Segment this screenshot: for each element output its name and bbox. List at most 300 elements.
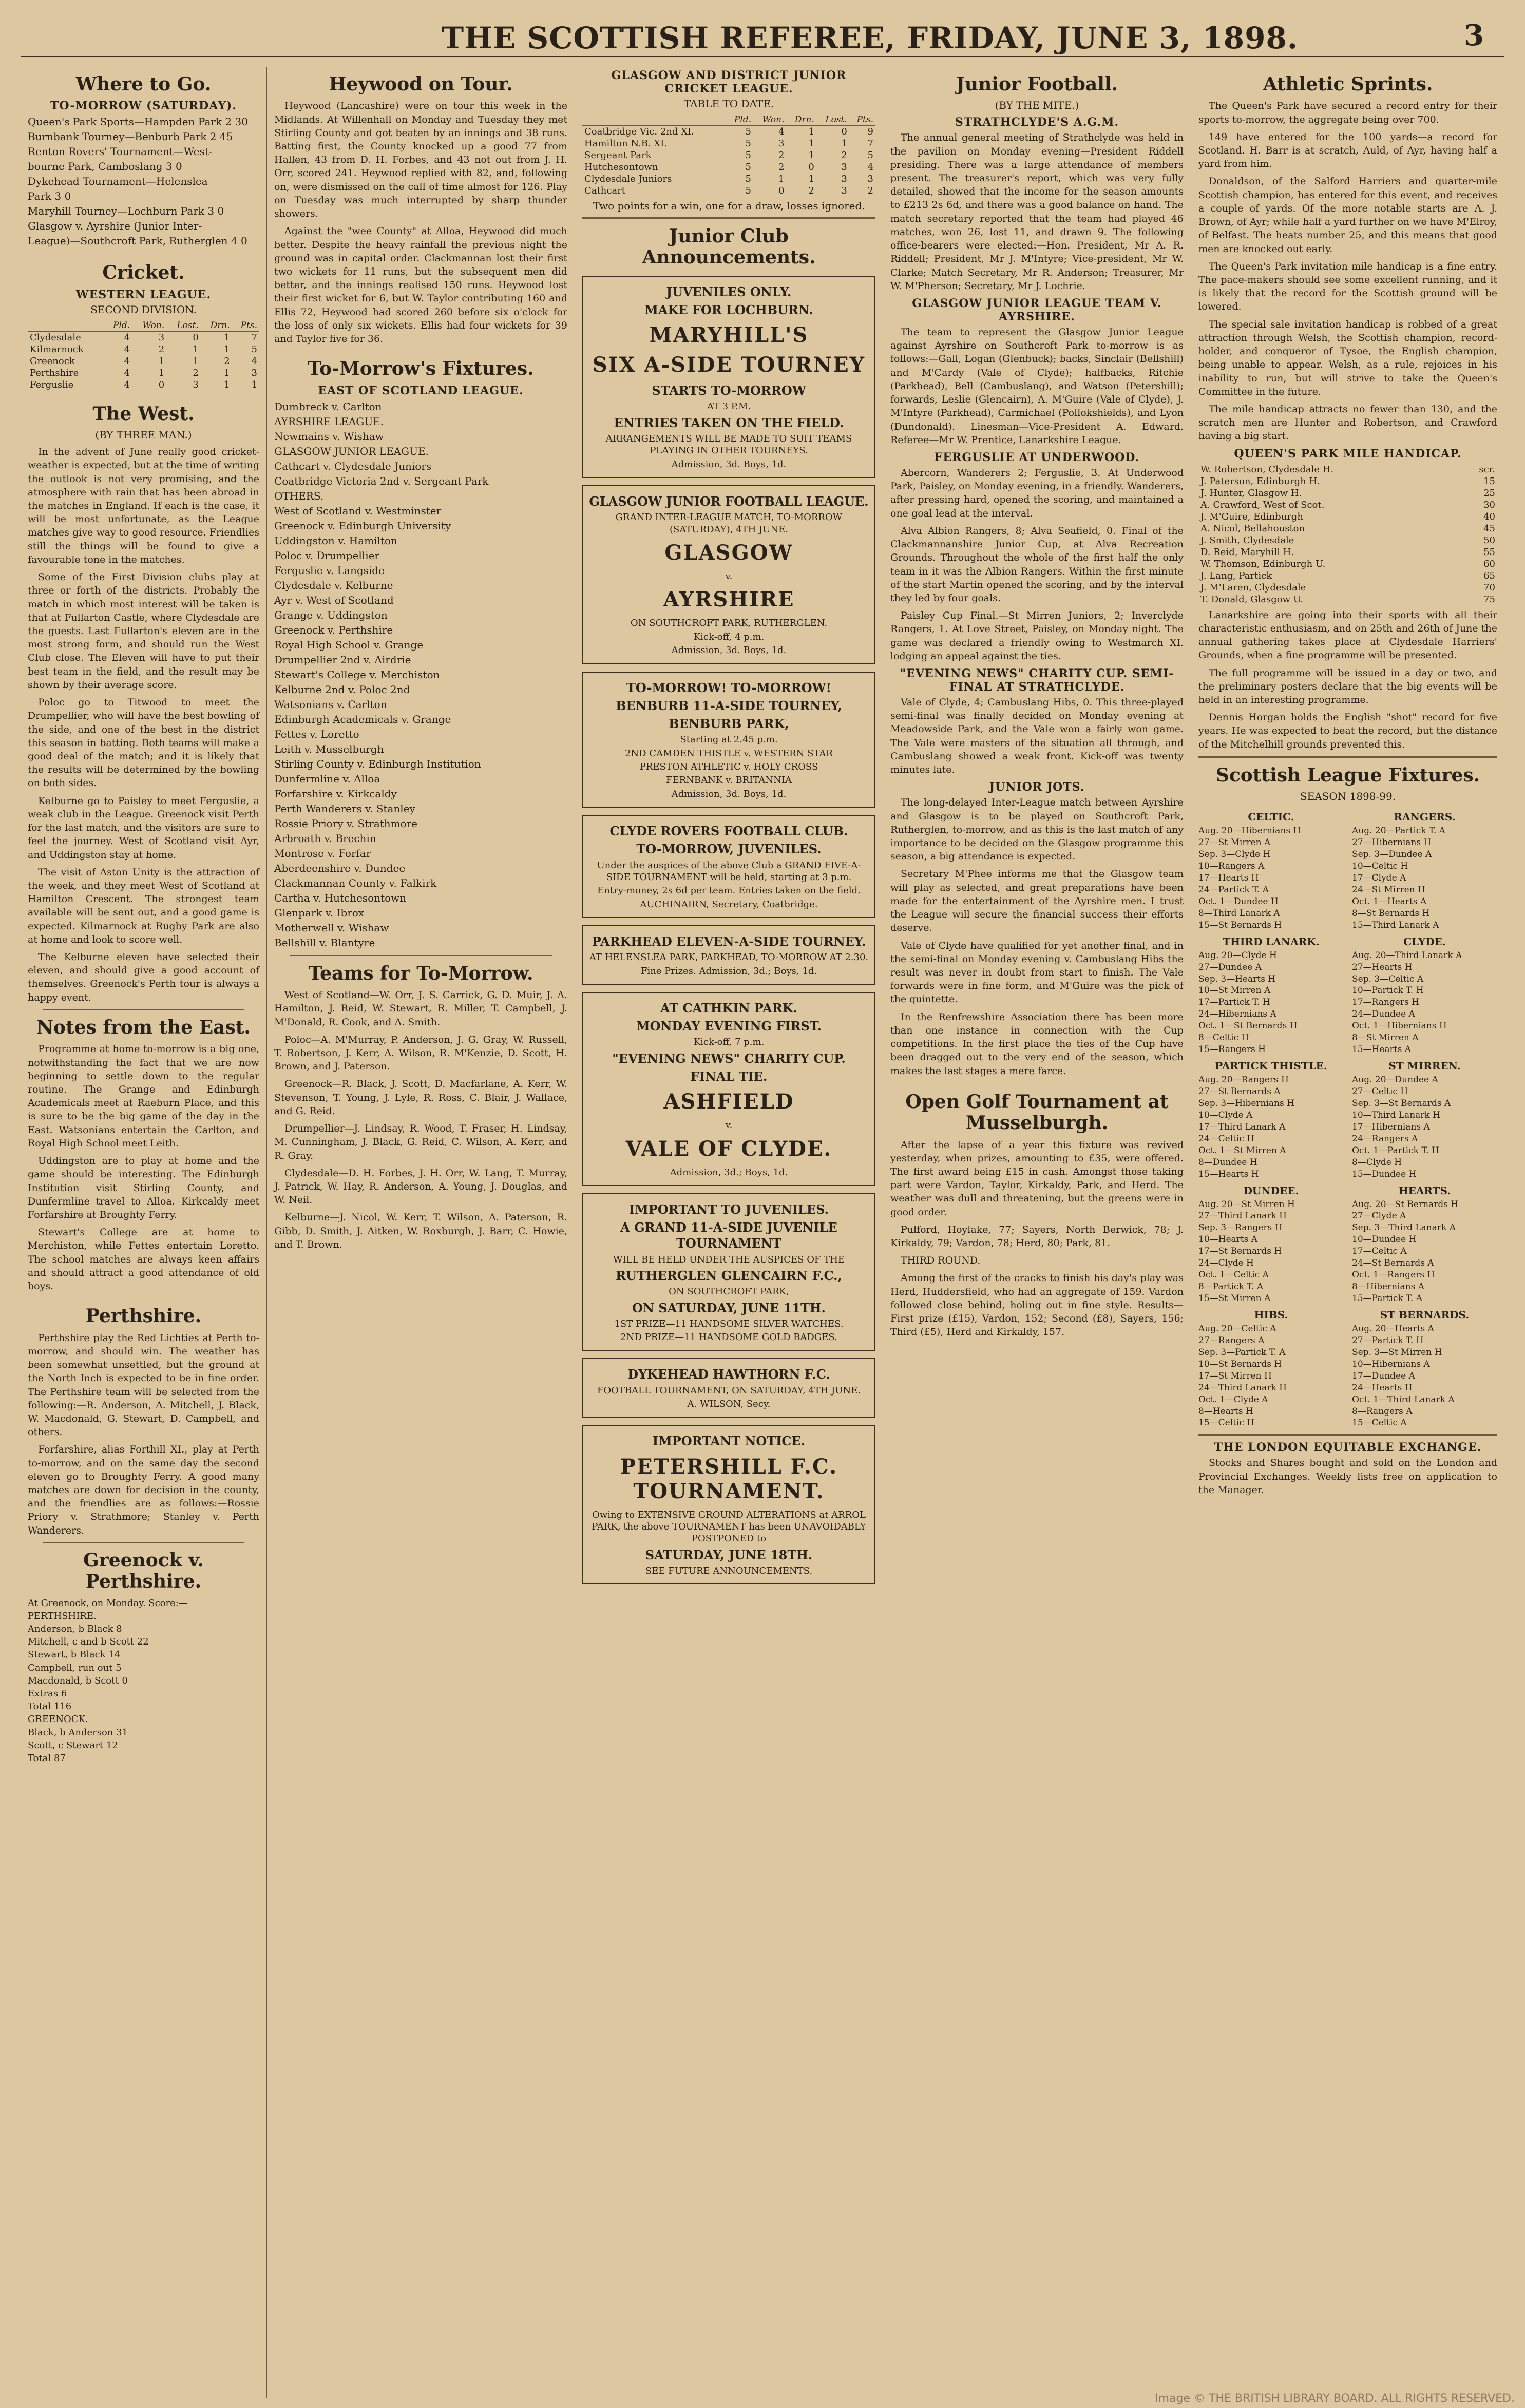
fixture-item: Oct. 1—Third Lanark A — [1352, 1394, 1455, 1405]
ad-text: Kick-off, 7 p.m. — [693, 1037, 765, 1048]
paragraph: Kelburne go to Paisley to meet Ferguslie, a weak club in the League. Greenock visit Perth for the last match, and the visitors are sure to feel the journey. West of Scotland visit Ayr, and Uddingston stay at home. — [28, 795, 259, 861]
fixture-listing: West of Scotland v. Westminster — [274, 504, 442, 517]
ad-text: ENTRIES TAKEN ON THE FIELD. — [614, 415, 844, 430]
event-listing: League)—Southcroft Park, Rutherglen 4 0 — [28, 235, 247, 247]
table-cell: Kilmarnock — [30, 343, 84, 355]
junior-cricket-table-subheading: TABLE TO DATE. — [683, 98, 774, 110]
paragraph: Clydesdale—D. H. Forbes, J. H. Orr, W. Lang, T. Murray, J. Patrick, W. Hay, R. Anderson, A. Young, J. Douglas, and W. Neil. — [274, 1167, 567, 1206]
fixture-item: Oct. 1—Clyde A — [1198, 1394, 1268, 1405]
table-cell: 5 — [745, 185, 751, 196]
table-cell: 4 — [124, 332, 130, 343]
fixture-item: 8—Hibernians A — [1352, 1282, 1425, 1292]
table-cell: 2 — [867, 185, 873, 196]
teams-heading: Teams for To-Morrow. — [308, 962, 533, 984]
perthshire-article — [28, 1331, 259, 1537]
table-header-cell: Drn. — [201, 320, 232, 332]
table-cell: Perthshire — [30, 367, 79, 378]
advert-parkhead — [582, 925, 875, 985]
column-5 — [1191, 67, 1504, 2398]
fixture-listing: OTHERS. — [274, 489, 324, 502]
fixture-item: Aug. 20—Hibernians H — [1198, 826, 1301, 836]
table-cell: D. Reid, Maryhill H. — [1200, 546, 1294, 558]
table-row — [1198, 499, 1497, 511]
table-cell: 1 — [808, 126, 814, 137]
table-cell: 0 — [778, 185, 785, 196]
fixture-item: 24—St Bernards A — [1352, 1258, 1434, 1269]
table-header-cell: Pts. — [849, 114, 875, 126]
fixture-item: 10—Third Lanark H — [1352, 1110, 1440, 1120]
ad-text: 1ST PRIZE—11 HANDSOME SILVER WATCHES. — [614, 1318, 844, 1329]
table-row — [1198, 475, 1497, 487]
ad-headline: MARYHILL'S — [649, 323, 809, 348]
fixture-item: 17—Hearts H — [1198, 872, 1259, 883]
fixture-listing: Grange v. Uddingston — [274, 608, 388, 621]
image-credit: Image © THE BRITISH LIBRARY BOARD. ALL RIGHTS RESERVED. — [1155, 2392, 1515, 2405]
ad-text: Owing to EXTENSIVE GROUND ALTERATIONS at ARROL PARK, the above TOURNAMENT has been UNAVOIDABLY POSTPONED to — [592, 1509, 866, 1544]
paragraph: Greenock—R. Black, J. Scott, D. Macfarlane, A. Kerr, W. Stevenson, T. Young, J. Lyle, R. Ross, C. Blair, J. Wallace, and G. Reid. — [274, 1078, 567, 1117]
fixture-listing: Greenock v. Perthshire — [274, 623, 393, 636]
club-fixtures — [1198, 807, 1344, 931]
paragraph: Secretary M'Phee informs me that the Glasgow team will play as selected, and great preparations have been made for the entertainment of the Ayrshire men. I trust the League will secure the financial success their efforts deserve. — [890, 868, 1184, 934]
ad-text: ARRANGEMENTS WILL BE MADE TO SUIT TEAMS PLAYING IN OTHER TOURNEYS. — [605, 433, 852, 456]
club-fixtures — [1352, 931, 1497, 1056]
table-cell: 2 — [158, 343, 165, 355]
advert-cathkin — [582, 992, 875, 1186]
ad-headline: ASHFIELD — [663, 1090, 794, 1114]
ad-headline: SIX A-SIDE TOURNEY — [592, 353, 866, 377]
table-cell: Hamilton N.B. XI. — [584, 138, 668, 149]
score-line: PERTHSHIRE. — [28, 1610, 97, 1621]
ad-text: Under the auspices of the above Club a GRAND FIVE-A-SIDE TOURNAMENT will be held, starting at 3 p.m. — [597, 859, 861, 883]
where-to-go-list — [28, 114, 259, 249]
fixture-item: 17—St Mirren H — [1198, 1370, 1272, 1381]
paragraph: West of Scotland—W. Orr, J. S. Carrick, G. D. Muir, J. A. Hamilton, J. Reid, W. Stewart, R. Miller, T. Campbell, J. M'Donald, R. Cook, and A. Smith. — [274, 989, 567, 1028]
fixture-item: 24—Celtic H — [1198, 1133, 1255, 1144]
table-cell: 1 — [224, 379, 230, 390]
paragraph: Pulford, Hoylake, 77; Sayers, North Berwick, 78; J. Kirkaldy, 79; Vardon, 78; Herd, 80; Park, 81. — [890, 1224, 1184, 1249]
table-cell: Greenock — [30, 355, 75, 367]
open-golf-article — [890, 1138, 1184, 1339]
handicap-table — [1198, 464, 1497, 605]
athletic-sprints-article — [1198, 99, 1497, 443]
fixture-item: 17—Third Lanark A — [1198, 1121, 1286, 1132]
fixture-listing: Poloc v. Drumpellier — [274, 549, 379, 562]
ad-text: BENBURB 11-A-SIDE TOURNEY, — [616, 698, 842, 713]
junior-football-heading: Junior Football. — [956, 73, 1118, 95]
table-cell: 3 — [193, 379, 199, 390]
fixture-item: Aug. 20—Hearts A — [1352, 1323, 1434, 1334]
table-cell: 50 — [1483, 534, 1495, 546]
fixture-listing: Cathcart v. Clydesdale Juniors — [274, 460, 432, 472]
table-cell: 2 — [778, 150, 785, 161]
score-line: At Greenock, on Monday. Score:— — [28, 1597, 188, 1609]
club-name: ST BERNARDS. — [1380, 1308, 1470, 1321]
fixture-item: 24—Third Lanark H — [1198, 1382, 1287, 1393]
table-cell: J. M'Guire, Edinburgh — [1200, 511, 1303, 522]
column-4 — [883, 67, 1191, 2398]
fixture-listing: Forfarshire v. Kirkcaldy — [274, 787, 397, 800]
table-cell: 3 — [158, 332, 165, 343]
fixture-item: 27—Third Lanark H — [1198, 1211, 1287, 1221]
table-cell: 4 — [251, 355, 257, 367]
event-listing: Park 3 0 — [28, 190, 71, 203]
ad-text: SATURDAY, JUNE 18TH. — [645, 1547, 813, 1562]
paragraph: Dennis Horgan holds the English "shot" record for five years. He was expected to beat the record, but the distance of the Mitchelhill grounds prevented this. — [1198, 712, 1497, 750]
table-cell: J. Hunter, Glasgow H. — [1200, 487, 1302, 499]
fixture-item: 8—Third Lanark A — [1198, 908, 1280, 919]
fixture-item: Aug. 20—Third Lanark A — [1352, 950, 1462, 961]
teams-article — [274, 988, 567, 1251]
score-line: Campbell, run out 5 — [28, 1662, 122, 1673]
masthead — [21, 10, 1504, 58]
fixture-item: 8—Hearts H — [1198, 1406, 1253, 1417]
score-line: GREENOCK. — [28, 1714, 88, 1725]
ad-text: Entry-money, 2s 6d per team. Entries taken on the field. — [597, 885, 861, 896]
paragraph: Vale of Clyde have qualified for yet another final, and in the semi-final on Monday evening v. Cambuslang Hibs the result was never in doubt from start to finish. The Vale forwards were in fine form, and M'Guire was the pick of the quintette. — [890, 940, 1184, 1005]
table-cell: 25 — [1483, 487, 1495, 499]
fixture-item: 15—Rangers H — [1198, 1044, 1266, 1055]
club-fixtures — [1352, 1056, 1497, 1180]
table-cell: 5 — [745, 162, 751, 173]
table-row — [582, 126, 875, 138]
newspaper-page — [21, 10, 1504, 2398]
table-row — [582, 161, 875, 173]
handicap-heading: QUEEN'S PARK MILE HANDICAP. — [1234, 447, 1462, 461]
table-cell: J. Lang, Partick — [1200, 570, 1272, 581]
table-cell: Ferguslie — [30, 379, 74, 390]
paragraph: Uddingston are to play at home and the game should be interesting. The Edinburgh Institution visit Stirling County, and Dunfermline travel to Alloa. Kirkcaldy meet Forfarshire at Broughty Ferry. — [28, 1155, 259, 1220]
fixture-item: 27—Hibernians H — [1352, 837, 1432, 848]
fixture-item: Aug. 20—Rangers H — [1198, 1075, 1289, 1085]
ad-text: WILL BE HELD UNDER THE AUSPICES OF THE — [613, 1254, 845, 1265]
table-cell: 5 — [745, 126, 751, 137]
fixture-item: 8—St Mirren A — [1352, 1033, 1419, 1043]
fixture-listing: GLASGOW JUNIOR LEAGUE. — [274, 445, 429, 457]
table-cell: 5 — [745, 138, 751, 149]
fixture-item: 17—Hibernians A — [1352, 1121, 1430, 1132]
advert-clyde-rovers — [582, 815, 875, 918]
fixture-item: Oct. 1—Hibernians H — [1352, 1021, 1447, 1031]
ad-text: 2ND CAMDEN THISTLE v. WESTERN STAR — [624, 748, 833, 759]
table-cell: J. Smith, Clydesdale — [1200, 534, 1294, 546]
fixture-listing: Drumpellier 2nd v. Airdrie — [274, 653, 411, 666]
paragraph: Against the "wee County" at Alloa, Heywood did much better. Despite the heavy rainfall the previous night the ground was in capital order. Clackmannan lost their first two wickets for 11 runs, but the subsequent men did better, and the innings realised 150 runs. Heywood lost their first wicket for 6, but W. Taylor contributing 160 and Ellis 72, Heywood had scored 260 before six o'clock for the loss of only six wickets. Ellis had four wickets for 39 and Taylor five for 36. — [274, 225, 567, 345]
fixture-listing: Royal High School v. Grange — [274, 638, 424, 651]
where-to-go-heading: Where to Go. — [75, 73, 212, 95]
club-name: CLYDE. — [1403, 935, 1446, 948]
fixture-item: 10—St Bernards H — [1198, 1359, 1282, 1369]
paragraph: The mile handicap attracts no fewer than 130, and the scratch men are Hunter and Robertson, and Crawford having a big start. — [1198, 403, 1497, 442]
fixture-listing: Dunfermline v. Alloa — [274, 772, 380, 785]
table-row — [28, 367, 259, 379]
fixture-item: Aug. 20—St Mirren H — [1198, 1199, 1295, 1210]
table-row — [1198, 570, 1497, 582]
ad-text: Starting at 2.45 p.m. — [680, 734, 778, 746]
table-header-cell: Pld. — [104, 320, 132, 332]
fixture-item: 17—St Bernards H — [1198, 1246, 1282, 1257]
table-header-cell: Lost. — [166, 320, 201, 332]
ad-text: AUCHINAIRN, Secretary, Coatbridge. — [640, 899, 818, 910]
paragraph: Among the first of the cracks to finish his day's play was Herd, Huddersfield, who had an aggregate of 159. Vardon followed close behind, holing out in fine style. Results—First prize (£15), Vardon, 152; Second (£8), Sayers, 156; Third (£5), Herd and Kirkaldy, 157. — [890, 1272, 1184, 1338]
fixture-listing: Ferguslie v. Langside — [274, 564, 385, 577]
table-cell: 5 — [867, 150, 873, 161]
table-cell: A. Crawford, West of Scot. — [1200, 499, 1325, 510]
article-body — [890, 466, 1184, 663]
ad-text: GLASGOW JUNIOR FOOTBALL LEAGUE. — [589, 494, 869, 509]
fixture-item: 8—Dundee H — [1198, 1157, 1257, 1168]
fixture-listing: Fettes v. Loretto — [274, 728, 359, 740]
fixture-listing: Cartha v. Hutchesontown — [274, 891, 407, 904]
exchange-ad-text: Stocks and Shares bought and sold on the London and Provincial Exchanges. Weekly lists free on application to the Manager. — [1198, 1457, 1497, 1496]
table-cell: 1 — [193, 355, 199, 367]
event-listing: Queen's Park Sports—Hampden Park 2 30 — [28, 116, 248, 128]
fixture-item: 8—Celtic H — [1198, 1033, 1249, 1043]
fixture-item: 15—Partick T. A — [1352, 1293, 1422, 1304]
paragraph: Lanarkshire are going into their sports with all their characteristic enthusiasm, and on 25th and 26th of June the annual gathering takes place at Clydesdale Harriers' Grounds, when a fine programme will be presented. — [1198, 609, 1497, 661]
club-fixtures — [1352, 1180, 1497, 1305]
fixture-item: Sep. 3—Dundee A — [1352, 849, 1432, 860]
paragraph: Paisley Cup Final.—St Mirren Juniors, 2; Inverclyde Rangers, 1. At Love Street, Paisley, on Monday night. The game was declared a friendly owing to Westmarch XI. lodging an appeal against the ties. — [890, 610, 1184, 662]
column-2 — [267, 67, 575, 2398]
ad-text: MONDAY EVENING FIRST. — [636, 1019, 822, 1034]
score-line: Stewart, b Black 14 — [28, 1649, 121, 1660]
divider — [43, 1009, 244, 1010]
table-header-cell — [28, 320, 104, 332]
paragraph: Donaldson, of the Salford Harriers and quarter-mile Scottish champion, has entered for this event, and receives a couple of yards. Of the more notable starts are A. J. Brown, of Ayr; while half a yard further on we have M'Elroy, of Belfast. The heats number 25, and this means that good men are knocked out early. — [1198, 176, 1497, 255]
fixture-item: 15—Hearts A — [1352, 1044, 1412, 1055]
paragraph: The visit of Aston Unity is the attraction of the week, and they meet West of Scotland at Hamilton Crescent. The strongest team available will be sent out, and a good game is expected. Kilmarnock at Rugby Park are also at home and look to score well. — [28, 866, 259, 945]
notes-east-heading: Notes from the East. — [36, 1016, 251, 1038]
fixture-listing: Stirling County v. Edinburgh Institution — [274, 757, 481, 770]
ad-text: STARTS TO-MORROW — [652, 383, 806, 398]
fixture-item: 17—Partick T. H — [1198, 997, 1270, 1008]
table-row — [1198, 464, 1497, 475]
table-header-cell: Won. — [753, 114, 786, 126]
table-header-cell: Drn. — [786, 114, 816, 126]
paragraph: In the advent of June really good cricket-weather is expected, but at the time of writing the outlook is not very promising, and the atmosphere with rain that has been abroad in the matches in England. If each is the case, it will be most unfortunate, as the League matches give way to good resource. Friendlies still the things will be found to give a favourable tone in the matches. — [28, 446, 259, 565]
fixture-listing: Coatbridge Victoria 2nd v. Sergeant Park — [274, 474, 489, 487]
table-cell: 0 — [193, 332, 199, 343]
club-name: DUNDEE. — [1243, 1184, 1299, 1197]
fixture-listing: Edinburgh Academicals v. Grange — [274, 713, 451, 725]
club-name: CELTIC. — [1248, 811, 1294, 824]
paragraph: The full programme will be issued in a day or two, and the preliminary posters declare that the big events will be held in an interesting programme. — [1198, 667, 1497, 705]
table-cell: Hutchesontown — [584, 162, 658, 173]
ad-text: Fine Prizes. Admission, 3d.; Boys, 1d. — [640, 965, 817, 977]
table-cell: 1 — [808, 150, 814, 161]
table-header-cell: Pts. — [232, 320, 259, 332]
paragraph: The annual general meeting of Strathclyde was held in the pavilion on Monday evening—President Riddell presiding. There was a large attendance of members present. The treasurer's report, which was very fully detailed, showed that the income for the season amounts to £213 2s 6d, and there was a good balance on hand. The match secretary reported that the team had played 46 matches, won 26, lost 11, and drawn 9. The following office-bearers were elected:—Hon. President, Mr A. R. Riddell; President, Mr J. M'Intyre; Vice-president, Mr W. Clarke; Match Secretary, Mr R. Anderson; Treasurer, Mr W. M'Pherson; Secretary, Mr J. Lochrie. — [890, 132, 1184, 292]
table-cell: 4 — [124, 355, 130, 367]
fixture-item: Sep. 3—St Bernards A — [1352, 1098, 1451, 1109]
scorecard — [28, 1597, 259, 1765]
table-header-cell: Lost. — [816, 114, 849, 126]
ad-text: A. WILSON, Secy. — [687, 1399, 771, 1410]
table-cell: 0 — [808, 162, 814, 173]
ad-text: IMPORTANT TO JUVENILES. — [628, 1201, 829, 1217]
table-cell: Clydesdale — [30, 332, 81, 343]
junior-announcements-heading: Junior Club Announcements. — [642, 225, 816, 269]
fixture-item: 15—St Mirren A — [1198, 1293, 1271, 1304]
fixture-listing: Greenock v. Edinburgh University — [274, 519, 451, 532]
ad-text: AT HELENSLEA PARK, PARKHEAD, TO-MORROW AT 2.30. — [589, 952, 869, 963]
fixture-item: 24—Clyde H — [1198, 1258, 1254, 1269]
fixture-item: Sep. 3—Celtic A — [1352, 973, 1424, 984]
fixture-item: 27—Hearts H — [1352, 962, 1413, 972]
fixture-item: 15—Dundee H — [1352, 1169, 1417, 1179]
event-listing: bourne Park, Camboslang 3 0 — [28, 160, 182, 173]
table-cell: 7 — [251, 332, 257, 343]
cricket-league-heading: WESTERN LEAGUE. — [75, 288, 212, 301]
greenock-perthshire-heading: Greenock v. Perthshire. — [83, 1549, 204, 1593]
fixture-item: Oct. 1—Dundee H — [1198, 896, 1279, 907]
ad-text: FINAL TIE. — [690, 1069, 768, 1084]
fixture-item: 10—Hibernians A — [1352, 1359, 1430, 1369]
the-west-article — [28, 445, 259, 1004]
divider — [28, 254, 259, 255]
fixture-listing: Perth Wanderers v. Stanley — [274, 802, 415, 815]
ad-text: A GRAND 11-A-SIDE JUVENILE TOURNAMENT — [620, 1220, 837, 1251]
table-cell: 1 — [251, 379, 257, 390]
points-note: Two points for a win, one for a draw, losses ignored. — [593, 200, 865, 212]
table-cell: 60 — [1483, 558, 1495, 569]
table-row — [28, 343, 259, 355]
table-cell: 4 — [867, 162, 873, 173]
article-subheading: FERGUSLIE AT UNDERWOOD. — [934, 450, 1140, 464]
article-subheading: GLASGOW JUNIOR LEAGUE TEAM V. AYRSHIRE. — [912, 297, 1162, 324]
ad-text: Kick-off, 4 p.m. — [693, 631, 765, 642]
club-fixtures — [1198, 1305, 1344, 1429]
fixture-item: Sep. 3—Third Lanark A — [1352, 1222, 1456, 1233]
club-name: PARTICK THISTLE. — [1215, 1060, 1327, 1073]
ad-text: Admission, 3d. Boys, 1d. — [671, 645, 787, 656]
paragraph: The team to represent the Glasgow Junior League against Ayrshire on Southcroft Park to-morrow is as follows:—Gall, Logan (Glenbuck); backs, Sinclair (Bellshill) and M'Cardy (Vale of Clyde); halfbacks, Ritchie (Parkhead), Bell (Cambuslang), and Watson (Petershill); forwards, Leslie (Glencairn), A. M'Guire (Vale of Clyde), J. M'Intyre (Parkhead), Carmichael (Pollokshields), and Lyon (Dundonald). Linesman—Vice-President A. Edward. Referee—Mr W. Prentice, Lanarkshire League. — [890, 327, 1184, 446]
table-cell: 3 — [841, 185, 847, 196]
table-row — [28, 379, 259, 391]
fixture-item: 15—Celtic H — [1198, 1418, 1255, 1428]
table-cell: 9 — [867, 126, 873, 137]
fixture-item: Oct. 1—Rangers H — [1352, 1270, 1435, 1281]
fixture-item: 15—Hearts H — [1198, 1169, 1259, 1179]
table-cell: 1 — [158, 367, 165, 378]
ad-text: BENBURB PARK, — [669, 716, 789, 731]
score-line: Total 116 — [28, 1701, 72, 1712]
paragraph: The Kelburne eleven have selected their eleven, and should give a good account of themselves. Greenock's Perth tour is always a happy event. — [28, 951, 259, 1003]
ad-text: 2ND PRIZE—11 HANDSOME GOLD BADGES. — [620, 1332, 837, 1343]
club-name: THIRD LANARK. — [1223, 935, 1320, 948]
table-cell: Clydesdale Juniors — [584, 174, 672, 184]
athletic-sprints-heading: Athletic Sprints. — [1263, 73, 1433, 95]
fixture-item: 10—Celtic H — [1352, 861, 1408, 872]
table-row — [582, 173, 875, 185]
divider — [290, 955, 552, 956]
paragraph: Abercorn, Wanderers 2; Ferguslie, 3. At Underwood Park, Paisley, on Monday evening, in a friendly. Wanderers, after pressing hard, opened the scoring, and maintained a one goal lead at the interval. — [890, 467, 1184, 519]
ad-text: ON SATURDAY, JUNE 11TH. — [632, 1300, 826, 1315]
club-fixtures — [1352, 807, 1497, 931]
paragraph: The long-delayed Inter-League match between Ayrshire and Glasgow is to be played on Southcroft Park, Rutherglen, to-morrow, and as this is the last match of any importance to be decided on the Glasgow programme this season, a big attendance is expected. — [890, 797, 1184, 863]
ad-text: SEE FUTURE ANNOUNCEMENTS. — [645, 1565, 813, 1576]
club-fixtures — [1198, 1180, 1344, 1305]
table-row — [1198, 582, 1497, 594]
event-listing: Renton Rovers' Tournament—West- — [28, 145, 213, 158]
fixture-item: Oct. 1—Partick T. H — [1352, 1145, 1439, 1156]
fixture-item: 17—Rangers H — [1352, 997, 1419, 1008]
table-cell: 15 — [1483, 475, 1495, 487]
fixture-item: 24—Rangers A — [1352, 1133, 1418, 1144]
paragraph: The Queen's Park have secured a record entry for their sports to-morrow, the aggregate being over 700. — [1198, 100, 1497, 125]
ad-text: ON SOUTHCROFT PARK, — [669, 1286, 789, 1297]
article-subheading: "EVENING NEWS" CHARITY CUP. SEMI-FINAL AT STRATHCLYDE. — [900, 667, 1174, 694]
paragraph: Drumpellier—J. Lindsay, R. Wood, T. Fraser, H. Lindsay, M. Cunningham, J. Black, G. Reid, C. Wilson, A. Kerr, and R. Gray. — [274, 1123, 567, 1161]
fixture-item: 24—Hibernians A — [1198, 1009, 1276, 1020]
fixture-item: Aug. 20—St Bernards H — [1352, 1199, 1459, 1210]
table-row — [28, 331, 259, 343]
article-body — [890, 326, 1184, 447]
fixture-listing: Kelburne 2nd v. Poloc 2nd — [274, 683, 410, 696]
paragraph: Some of the First Division clubs play at three or forth of the districts. Probably the match in which most interest will be taken is that at Fullarton Castle, where Clydesdale are the guests. Last Fullarton's eleven are in the most strong form, and should run the West Club close. The Eleven will have to put their best team in the field, and the result may be shown by their average score. — [28, 571, 259, 691]
ad-text: ON SOUTHCROFT PARK, RUTHERGLEN. — [630, 618, 828, 629]
table-cell: 4 — [124, 367, 130, 378]
ad-text: FERNBANK v. BRITANNIA — [665, 775, 792, 786]
fixture-listing: Stewart's College v. Merchiston — [274, 668, 440, 681]
paragraph: Forfarshire, alias Forthill XI., play at Perth to-morrow, and on the same day the second eleven go to Broughty Ferry. A good many matches are down for decision in the county, and the friendlies are as follows:—Rossie Priory v. Strathmore; Stanley v. Perth Wanderers. — [28, 1444, 259, 1536]
table-cell: 4 — [778, 126, 785, 137]
fixture-item: 24—Partick T. A — [1198, 884, 1269, 895]
cricket-league-table — [28, 320, 259, 391]
column-3 — [575, 67, 883, 2398]
table-cell: 0 — [158, 379, 165, 390]
fixtures-list — [274, 399, 567, 950]
ad-text: v. — [725, 571, 733, 582]
fixture-listing: Clydesdale v. Kelburne — [274, 579, 393, 591]
fixture-item: 15—Celtic A — [1352, 1418, 1407, 1428]
table-cell: 5 — [745, 174, 751, 184]
cricket-division-heading: SECOND DIVISION. — [90, 303, 197, 316]
fixture-item: Oct. 1—St Mirren A — [1198, 1145, 1286, 1156]
column-1 — [21, 67, 267, 2398]
club-fixtures — [1198, 931, 1344, 1056]
ad-headline: AYRSHIRE — [663, 587, 795, 612]
club-name: ST MIRREN. — [1388, 1060, 1461, 1073]
fixture-item: 17—Clyde A — [1352, 872, 1406, 883]
score-line: Extras 6 — [28, 1688, 67, 1699]
fixtures-subheading: EAST OF SCOTLAND LEAGUE. — [318, 384, 524, 397]
perthshire-heading: Perthshire. — [85, 1305, 202, 1327]
advert-dykehead — [582, 1358, 875, 1418]
fixture-item: 24—Dundee A — [1352, 1009, 1415, 1020]
advert-petershill — [582, 1425, 875, 1584]
fixture-item: 8—Clyde H — [1352, 1157, 1402, 1168]
fixture-item: 27—St Bernards A — [1198, 1086, 1281, 1097]
table-cell: 2 — [224, 355, 230, 367]
fixture-listing: Motherwell v. Wishaw — [274, 921, 389, 934]
event-listing: Burnbank Tourney—Benburb Park 2 45 — [28, 130, 233, 143]
fixture-item: Oct. 1—Hearts A — [1352, 896, 1427, 907]
table-cell: 1 — [778, 174, 785, 184]
paragraph: Kelburne—J. Nicol, W. Kerr, T. Wilson, A. Paterson, R. Gibb, D. Smith, J. Aitken, W. Roxburgh, J. Barr, C. Howie, and T. Brown. — [274, 1212, 567, 1250]
fixtures-heading: To-Morrow's Fixtures. — [308, 358, 534, 380]
divider — [1198, 756, 1497, 758]
ad-text: GRAND INTER-LEAGUE MATCH, TO-MORROW (SATURDAY), 4TH JUNE. — [615, 512, 843, 535]
event-listing: Glasgow v. Ayrshire (Junior Inter- — [28, 220, 202, 233]
fixture-item: 24—Hearts H — [1352, 1382, 1413, 1393]
table-row — [1198, 534, 1497, 546]
fixture-item: Aug. 20—Dundee A — [1352, 1075, 1438, 1085]
exchange-ad-heading: THE LONDON EQUITABLE EXCHANGE. — [1214, 1441, 1482, 1455]
divider — [582, 217, 875, 219]
paragraph: Programme at home to-morrow is a big one, notwithstanding the fact that we are now beginning to settle down to the regular routine. The Grange and Edinburgh Academicals meet at Raeburn Place, and this is sure to be the big game of the day in the East. Watsonians entertain the Carlton, and Royal High School meet Leith. — [28, 1043, 259, 1149]
table-cell: 1 — [808, 174, 814, 184]
